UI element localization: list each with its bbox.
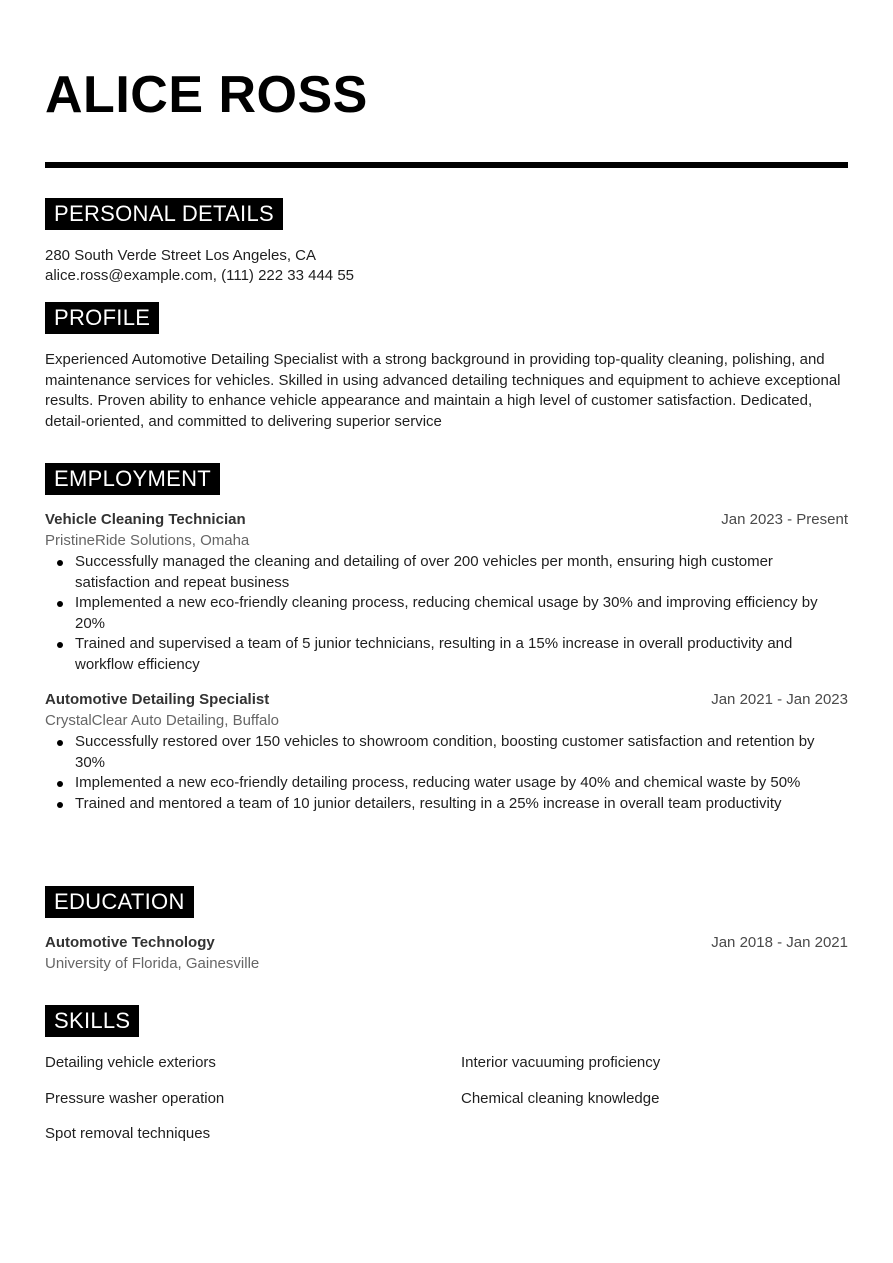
list-item: Trained and supervised a team of 5 junior technicians, resulting in a 15% increase in overall productivity and workflow efficiency: [75, 634, 848, 675]
contact-info: alice.ross@example.com, (111) 222 33 444 55: [45, 267, 355, 284]
job-title: Automotive Detailing Specialist: [45, 691, 270, 708]
school-name: University of Florida, Gainesville: [45, 955, 260, 972]
profile-summary: Experienced Automotive Detailing Specialist with a strong background in providing top-quality cleaning, polishing, and maintenance services for vehicles. Skilled in using advanced detailing techniques and equipment to achieve exceptional results. Proven ability to enhance vehicle appearance and maintain a high level of customer satisfaction. Dedicated, detail-oriented, and committed to delivering superior service: [45, 351, 841, 430]
job-company: CrystalClear Auto Detailing, Buffalo: [45, 712, 280, 729]
section-heading-profile: PROFILE: [45, 302, 159, 334]
list-item: Trained and mentored a team of 10 junior detailers, resulting in a 25% increase in overall team productivity: [75, 794, 848, 815]
job-title: Vehicle Cleaning Technician: [45, 511, 246, 528]
list-item: Successfully restored over 150 vehicles to showroom condition, boosting customer satisfaction and retention by 30%: [75, 732, 848, 773]
section-heading-employment: EMPLOYMENT: [45, 463, 220, 495]
list-item: Implemented a new eco-friendly detailing process, reducing water usage by 40% and chemical waste by 50%: [75, 773, 848, 794]
job-achievements: [45, 552, 848, 675]
job-dates: Jan 2023 - Present: [721, 511, 848, 528]
skill-item: Pressure washer operation: [45, 1090, 225, 1107]
degree-title: Automotive Technology: [45, 934, 215, 951]
job-company: PristineRide Solutions, Omaha: [45, 532, 250, 549]
address: 280 South Verde Street Los Angeles, CA: [45, 247, 317, 264]
skill-item: Spot removal techniques: [45, 1125, 211, 1142]
candidate-name: ALICE ROSS: [45, 66, 368, 124]
job-achievements: [45, 732, 848, 814]
list-item: Implemented a new eco-friendly cleaning process, reducing chemical usage by 30% and improving efficiency by 20%: [75, 593, 848, 634]
job-dates: Jan 2021 - Jan 2023: [711, 691, 848, 708]
skill-item: Chemical cleaning knowledge: [461, 1090, 660, 1107]
section-heading-education: EDUCATION: [45, 886, 194, 918]
education-dates: Jan 2018 - Jan 2021: [711, 934, 848, 951]
skill-item: Interior vacuuming proficiency: [461, 1054, 661, 1071]
section-heading-skills: SKILLS: [45, 1005, 139, 1037]
list-item: Successfully managed the cleaning and detailing of over 200 vehicles per month, ensuring high customer satisfaction and repeat business: [75, 552, 848, 593]
skill-item: Detailing vehicle exteriors: [45, 1054, 216, 1071]
header-divider: [45, 162, 848, 168]
section-heading-personal-details: PERSONAL DETAILS: [45, 198, 283, 230]
